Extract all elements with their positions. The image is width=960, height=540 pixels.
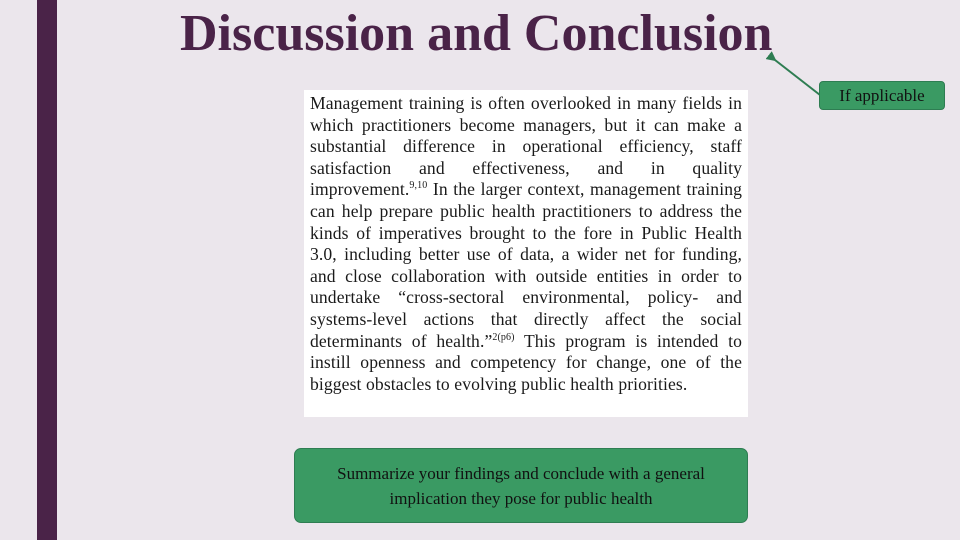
excerpt-text-part-1: Management training is often overlooked in many fields in which practitioners become managers, but it can make a substantial difference in operational efficiency, staff satisfaction and effectiveness, and in quality improvement. (310, 93, 742, 200)
summary-callout-box: Summarize your findings and conclude with a general implication they pose for public health (294, 448, 748, 523)
slide-title: Discussion and Conclusion (180, 5, 773, 62)
excerpt-paragraph (310, 93, 742, 395)
citation-superscript-2: 2(p6) (492, 331, 515, 343)
article-excerpt-image (304, 90, 748, 417)
excerpt-text-part-2: In the larger context, management training can help prepare public health practitioners to address the kinds of imperatives brought to the fore in Public Health 3.0, including better use of data, a wider net for funding, and close collaboration with outside entities in order to undertake “cross-sectoral environmental, policy- and systems-level actions that directly affect the social determinants of health.” (310, 179, 742, 351)
excerpt-text-part-3: This program is intended to instill openness and competency for change, one of the biggest obstacles to evolving public health priorities. (310, 330, 743, 394)
left-accent-bar (37, 0, 57, 540)
if-applicable-callout: If applicable (819, 81, 945, 110)
citation-superscript-1: 9,10 (409, 180, 428, 192)
